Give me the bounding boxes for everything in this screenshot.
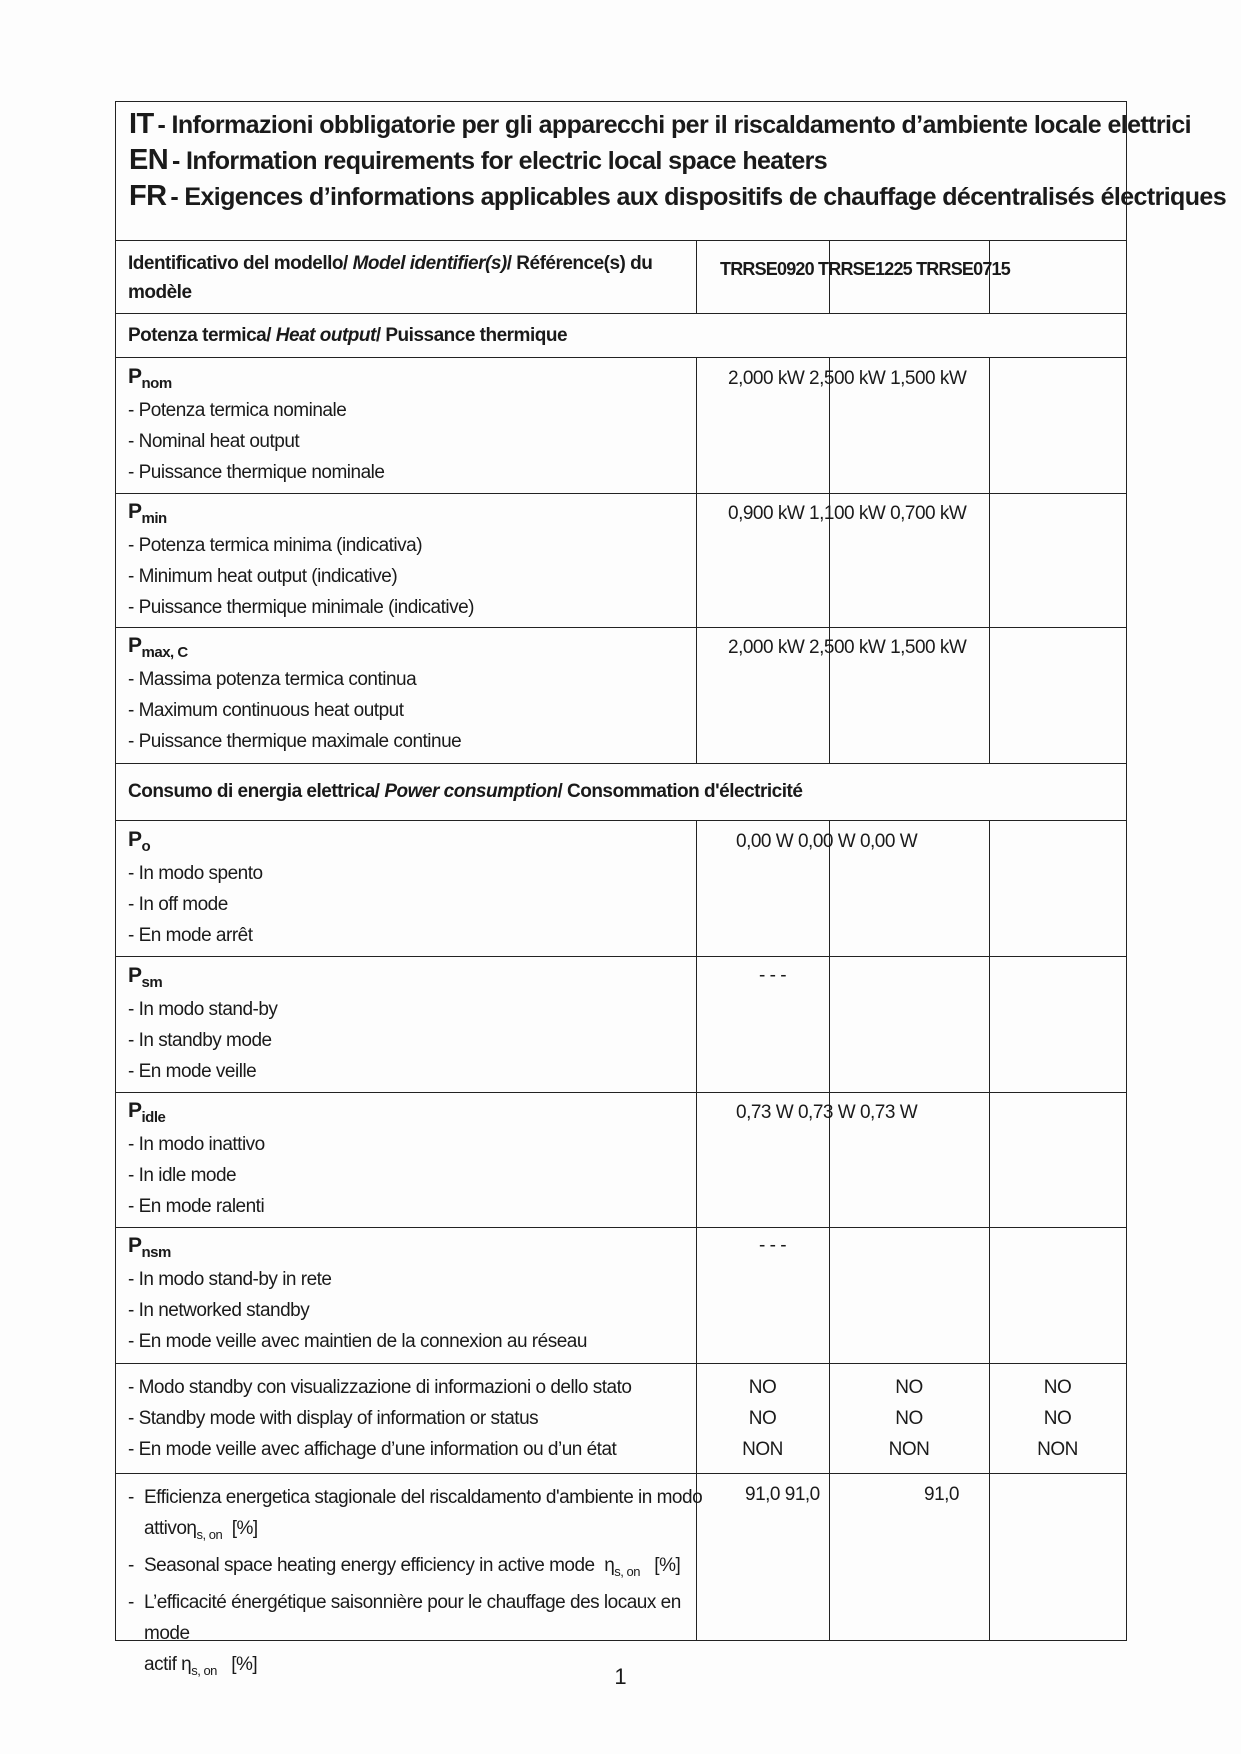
model-identifier-label: Identificativo del modello/ Model identifier(s)/ Référence(s) du modèle bbox=[128, 253, 653, 303]
divider bbox=[116, 357, 1126, 358]
p-o-description: $P_o$ - In modo spento - In off mode - En mode arrêt bbox=[128, 828, 263, 947]
column-divider bbox=[989, 357, 990, 763]
title-fr-text: - Exigences d’informations applicables aux dispositifs de chauffage décentralisés électriques bbox=[170, 183, 1226, 211]
p-max-c-description: $P_{max, C}$ - Massima potenza termica continua - Maximum continuous heat output - Puissance thermique maximale continue bbox=[128, 634, 462, 753]
page-number: 1 bbox=[614, 1664, 627, 1689]
p-nsm-value: - - - bbox=[759, 1235, 787, 1256]
p-sm-value: - - - bbox=[759, 965, 787, 986]
efficiency-description: - Efficienza energetica stagionale del riscaldamento d'ambiente in modo attivoη$_{s, on}$ [%] - Seasonal space heating energy efficiency in active mode $\eta_{s, on}$ [%] - L’efficacité énergétique saisonnière pour le chauffage des locaux en mode actif $\eta_{s, on}$ [%] bbox=[128, 1482, 703, 1685]
column-divider bbox=[989, 820, 990, 1640]
divider bbox=[116, 956, 1126, 957]
model-identifiers: TRRSE0920 TRRSE1225 TRRSE0715 bbox=[720, 259, 1010, 279]
info-table bbox=[115, 101, 1226, 1678]
title-it-text: - Informazioni obbligatorie per gli apparecchi per il riscaldamento d’ambiente locale elettrici bbox=[157, 111, 1191, 139]
efficiency-value-a: 91,0 91,0 bbox=[745, 1484, 820, 1505]
p-sm-description: $P_{sm}$ - In modo stand-by - In standby mode - En mode veille bbox=[128, 964, 278, 1083]
efficiency-value-b: 91,0 bbox=[924, 1484, 959, 1505]
title-en-text: - Information requirements for electric local space heaters bbox=[171, 147, 828, 175]
column-divider bbox=[696, 240, 697, 313]
column-divider bbox=[829, 820, 830, 1640]
divider bbox=[116, 1092, 1126, 1093]
heat-output-section-title: Potenza termica/ Heat output/ Puissance thermique bbox=[128, 325, 568, 346]
divider bbox=[116, 240, 1126, 241]
divider bbox=[116, 1363, 1126, 1364]
p-max-c-value: 2,000 kW 2,500 kW 1,500 kW bbox=[728, 637, 967, 658]
title-en bbox=[129, 144, 827, 177]
divider bbox=[116, 627, 1126, 628]
lang-code-it: IT bbox=[129, 108, 154, 140]
column-divider bbox=[696, 357, 697, 763]
title-it bbox=[129, 108, 1191, 141]
standby-display-description: - Modo standby con visualizzazione di informazioni o dello stato - Standby mode with display of information or status - En mode veille avec affichage d’une information ou d’un état bbox=[128, 1377, 632, 1460]
standby-display-col3: NO NO NON bbox=[1037, 1377, 1078, 1460]
p-min-description: $P_{min}$ - Potenza termica minima (indicativa) - Minimum heat output (indicative) - Puissance thermique minimale (indicative) bbox=[128, 500, 474, 619]
p-min-value: 0,900 kW 1,100 kW 0,700 kW bbox=[728, 503, 967, 524]
divider bbox=[116, 820, 1126, 821]
standby-display-col2: NO NO NON bbox=[888, 1377, 930, 1460]
p-idle-value: 0,73 W 0,73 W 0,73 W bbox=[736, 1102, 918, 1123]
divider bbox=[116, 1473, 1126, 1474]
divider bbox=[116, 763, 1126, 764]
divider bbox=[116, 493, 1126, 494]
column-divider bbox=[829, 357, 830, 763]
divider bbox=[116, 313, 1126, 314]
power-consumption-section-title: Consumo di energia elettrica/ Power consumption/ Consommation d'électricité bbox=[128, 781, 803, 802]
lang-code-en: EN bbox=[129, 144, 169, 176]
p-o-value: 0,00 W 0,00 W 0,00 W bbox=[736, 831, 918, 852]
p-nsm-description: $P_{nsm}$ - In modo stand-by in rete - In networked standby - En mode veille avec maintien de la connexion au réseau bbox=[128, 1234, 587, 1353]
standby-display-col1: NO NO NON bbox=[742, 1377, 783, 1460]
title-fr bbox=[129, 180, 1226, 213]
lang-code-fr: FR bbox=[129, 180, 167, 212]
p-nom-description: $P_{nom}$ - Potenza termica nominale - Nominal heat output - Puissance thermique nominale bbox=[128, 365, 385, 484]
p-nom-value: 2,000 kW 2,500 kW 1,500 kW bbox=[728, 368, 967, 389]
divider bbox=[116, 1227, 1126, 1228]
p-idle-description: $P_{idle}$ - In modo inattivo - In idle mode - En mode ralenti bbox=[128, 1099, 265, 1218]
